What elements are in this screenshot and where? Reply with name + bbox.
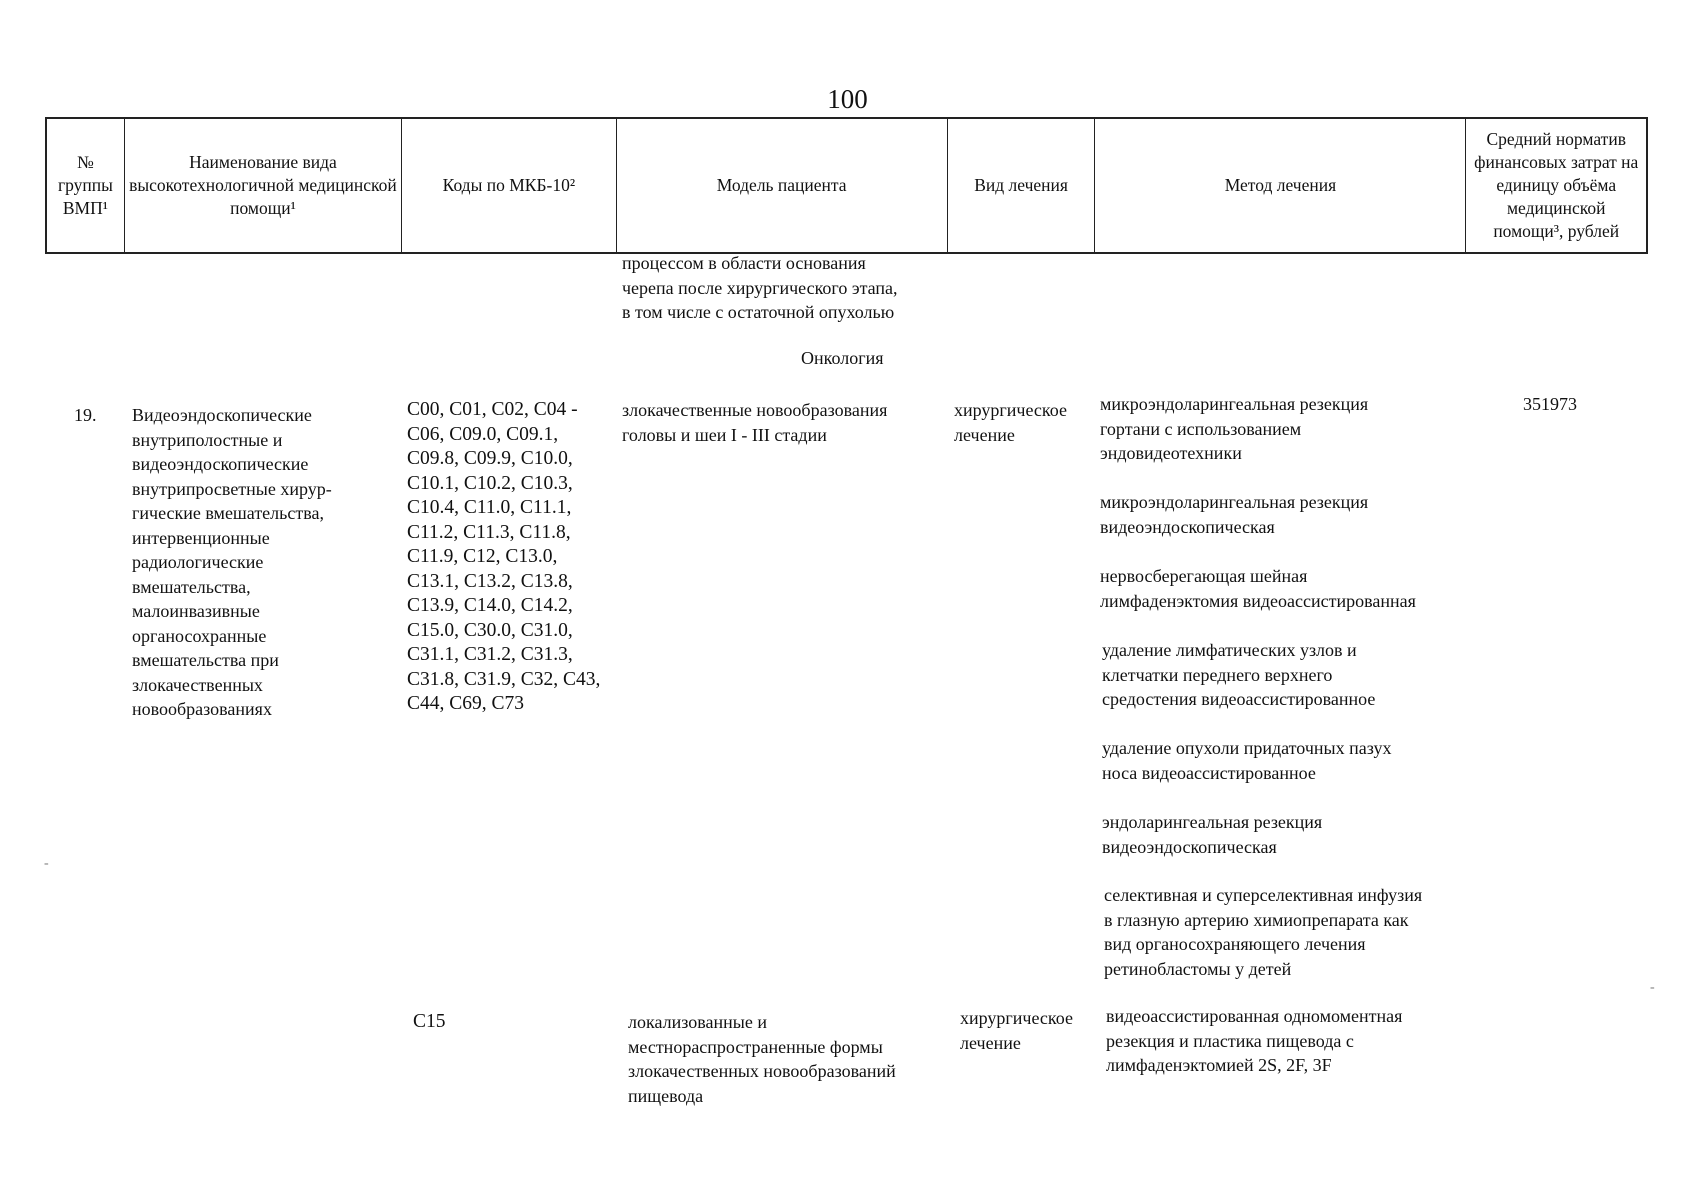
header-care-name: Наименование вида высокотехнологичной медицинской помощи¹ xyxy=(125,119,402,252)
patient-model: локализованные и местнораспространенные формы злокачественных новообразований пищевода xyxy=(628,1012,896,1106)
table-header xyxy=(45,117,1648,254)
care-name: Видеоэндоскопические внутриполостные и видеоэндоскопические внутрипросветные хирур- гические вмешательства, интервенционные радиологические вмешательства, малоинвазивные органосохранные вмешательства при злокачественных новообразованиях xyxy=(132,405,332,719)
group-number: 19. xyxy=(74,405,97,425)
icd-codes: C15 xyxy=(413,1011,446,1032)
section-title: Онкология xyxy=(801,348,884,368)
treatment-method: удаление опухоли придаточных пазух носа видеоассистированное xyxy=(1102,738,1392,783)
header-treatment-type: Вид лечения xyxy=(948,119,1096,252)
header-treatment-method: Метод лечения xyxy=(1095,119,1466,252)
scan-mark: - xyxy=(44,856,49,871)
patient-model: злокачественные новообразования головы и шеи I - III стадии xyxy=(622,400,888,445)
treatment-method: видеоассистированная одномоментная резекция и пластика пищевода с лимфаденэктомией 2S, 2F, 3F xyxy=(1106,1006,1403,1075)
treatment-type: хирургическое лечение xyxy=(960,1008,1073,1053)
treatment-method: микроэндоларингеальная резекция видеоэндоскопическая xyxy=(1100,492,1369,537)
cost-value: 351973 xyxy=(1523,394,1577,414)
treatment-method: удаление лимфатических узлов и клетчатки переднего верхнего средостения видеоассистированное xyxy=(1102,640,1376,709)
header-icd-codes: Коды по МКБ-10² xyxy=(402,119,616,252)
page-number: 100 xyxy=(827,84,868,114)
treatment-method: микроэндоларингеальная резекция гортани с использованием эндовидеотехники xyxy=(1100,394,1369,463)
icd-codes: C00, C01, C02, C04 - C06, C09.0, C09.1, C09.8, C09.9, C10.0, C10.1, C10.2, C10.3, C10.4, C11.0, C11.1, C11.2, C11.3, C11.8, C11.9, C12, C13.0, C13.1, C13.2, C13.8, C13.9, C14.0, C14.2, C15.0, C30.0, C31.0, C31.1, C31.2, C31.3, C31.8, C31.9, C32, C43, C44, C69, C73 xyxy=(407,399,601,714)
header-cost: Средний норматив финансовых затрат на единицу объёма медицинской помощи³, рублей xyxy=(1474,129,1639,241)
treatment-method: нервосберегающая шейная лимфаденэктомия видеоассистированная xyxy=(1100,566,1416,611)
treatment-method: селективная и суперселективная инфузия в глазную артерию химиопрепарата как вид органосохраняющего лечения ретинобластомы у детей xyxy=(1104,885,1423,979)
treatment-method: эндоларингеальная резекция видеоэндоскопическая xyxy=(1102,812,1323,857)
scan-mark: - xyxy=(1650,980,1655,995)
header-patient-model: Модель пациента xyxy=(617,119,948,252)
treatment-type: хирургическое лечение xyxy=(954,400,1067,445)
header-group-number: № группы ВМП¹ xyxy=(47,119,125,252)
continuation-text: процессом в области основания черепа после хирургического этапа, в том числе с остаточной опухолью xyxy=(622,253,898,322)
